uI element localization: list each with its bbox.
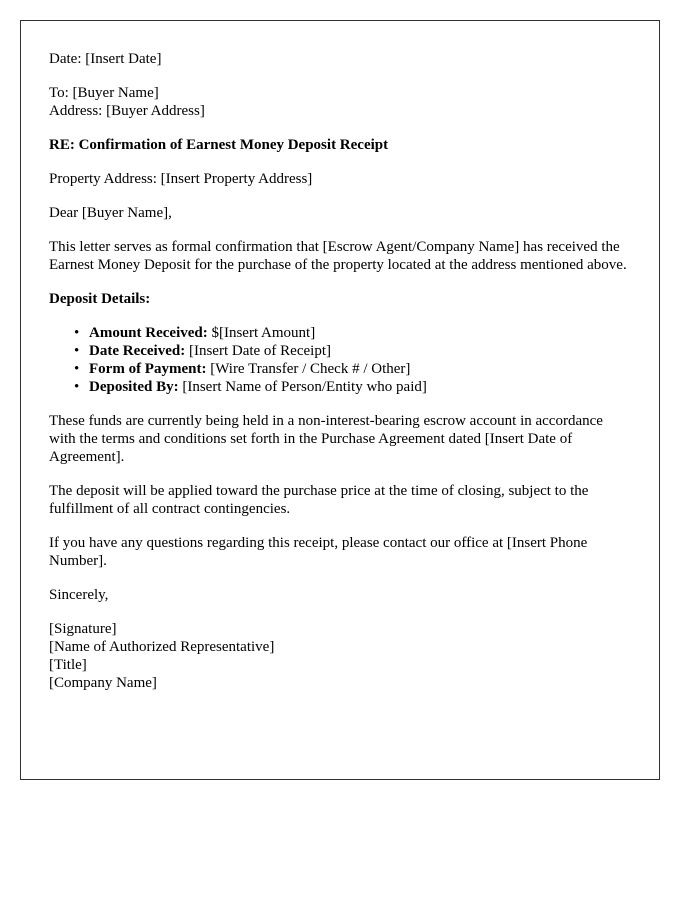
signature-block	[49, 620, 631, 692]
detail-value: [Insert Name of Person/Entity who paid]	[178, 379, 427, 395]
bullet-icon: •	[74, 361, 80, 377]
detail-value: [Insert Date of Receipt]	[185, 343, 331, 359]
application-paragraph: The deposit will be applied toward the purchase price at the time of closing, subject to the fulfillment of all contract contingencies.	[49, 483, 589, 517]
contact-paragraph: If you have any questions regarding this receipt, please contact our office at [Insert Phone Number].	[49, 535, 588, 569]
deposit-details-list	[49, 324, 631, 396]
detail-label: Date Received:	[89, 343, 186, 359]
representative-name-line: [Name of Authorized Representative]	[49, 639, 275, 655]
company-name-line: [Company Name]	[49, 675, 157, 691]
recipient-block	[49, 84, 631, 120]
date-line: Date: [Insert Date]	[49, 51, 162, 67]
recipient-name-line: To: [Buyer Name]	[49, 85, 159, 101]
bullet-icon: •	[74, 325, 80, 341]
detail-label: Form of Payment:	[89, 361, 207, 377]
detail-label: Deposited By:	[89, 379, 179, 395]
detail-value: $[Insert Amount]	[207, 325, 316, 341]
property-address-line: Property Address: [Insert Property Address]	[49, 171, 313, 187]
bullet-icon: •	[74, 343, 80, 359]
bullet-icon: •	[74, 379, 80, 395]
letter-document	[20, 20, 660, 780]
detail-item-depositor	[74, 378, 631, 396]
title-line: [Title]	[49, 657, 87, 673]
detail-item-amount	[74, 324, 631, 342]
subject-line: RE: Confirmation of Earnest Money Deposit Receipt	[49, 137, 389, 153]
signature-line: [Signature]	[49, 621, 117, 637]
recipient-address-line: Address: [Buyer Address]	[49, 103, 205, 119]
detail-value: [Wire Transfer / Check # / Other]	[206, 361, 411, 377]
detail-item-payment-form	[74, 360, 631, 378]
salutation: Dear [Buyer Name],	[49, 205, 172, 221]
detail-item-date	[74, 342, 631, 360]
escrow-paragraph: These funds are currently being held in a non-interest-bearing escrow account in accordance with the terms and conditions set forth in the Purchase Agreement dated [Insert Date of Agreement].	[49, 413, 603, 465]
closing: Sincerely,	[49, 587, 109, 603]
deposit-details-heading: Deposit Details:	[49, 291, 151, 307]
detail-label: Amount Received:	[89, 325, 208, 341]
intro-paragraph: This letter serves as formal confirmation that [Escrow Agent/Company Name] has received the Earnest Money Deposit for the purchase of the property located at the address mentioned above.	[49, 239, 627, 273]
